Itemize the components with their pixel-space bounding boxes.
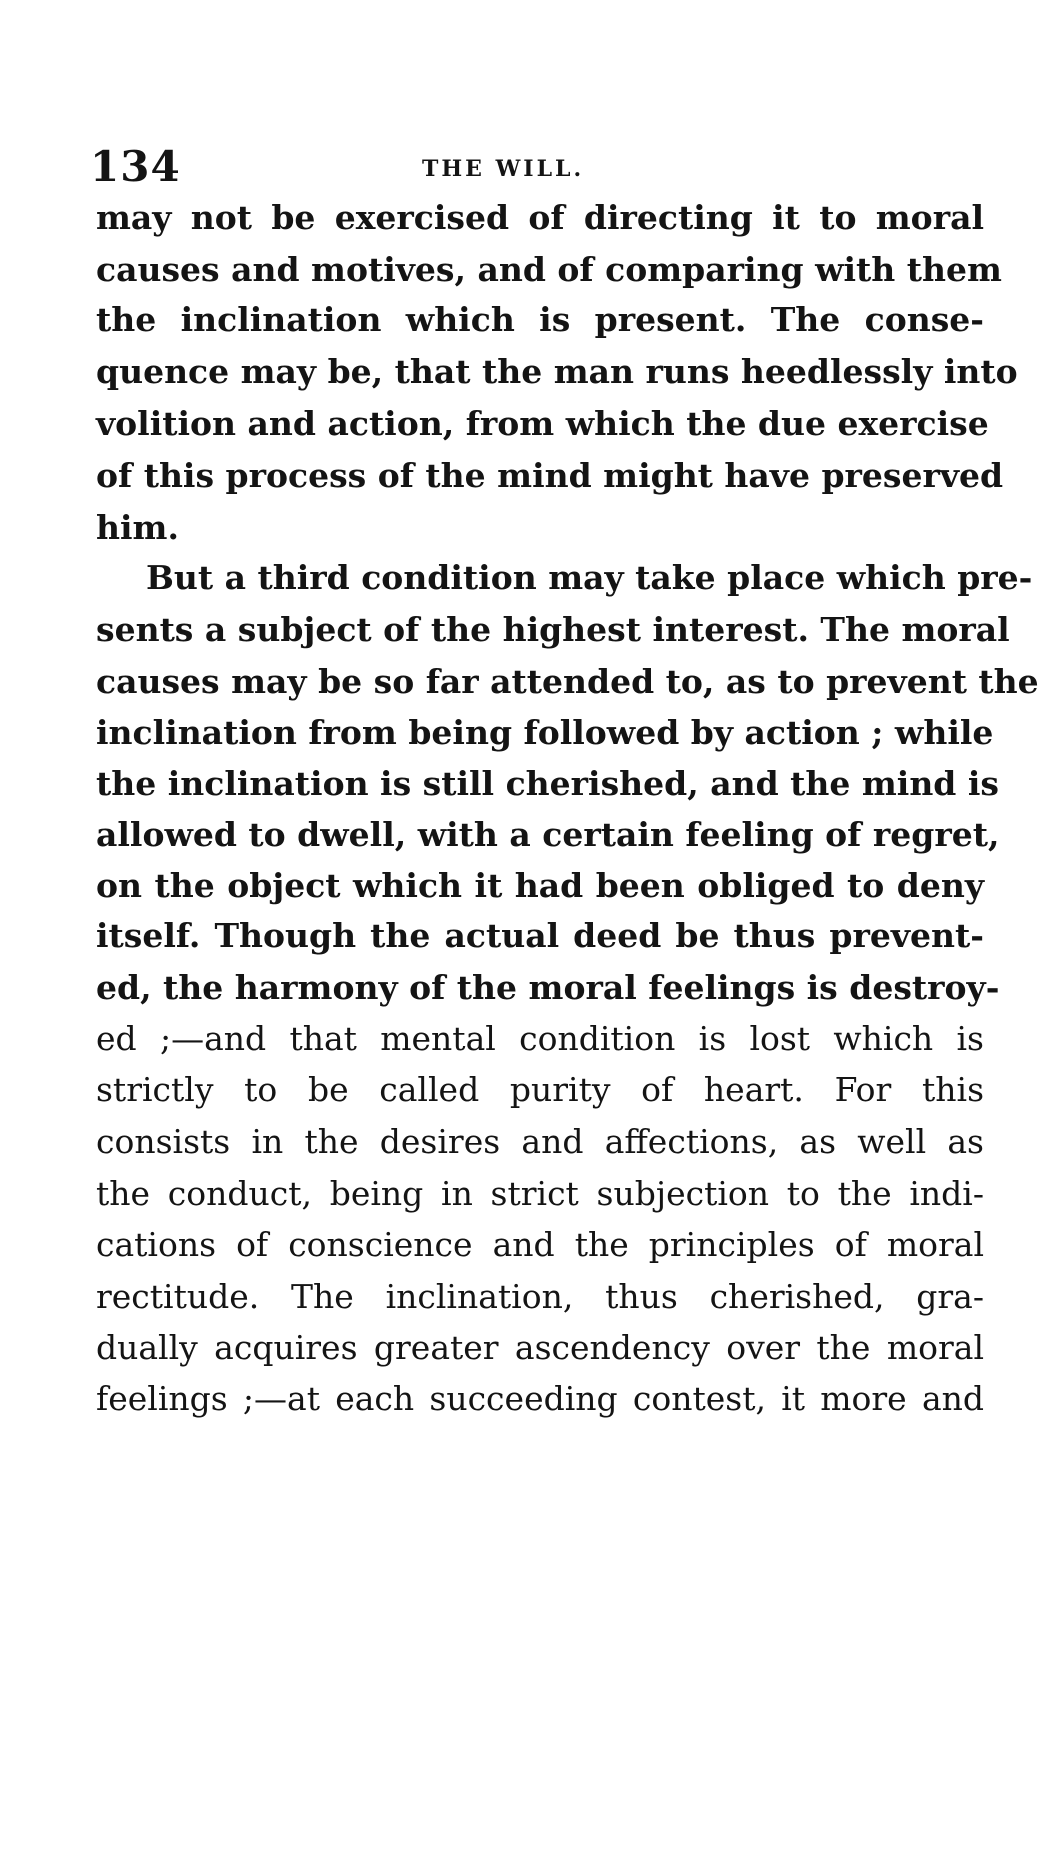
page-header bbox=[90, 142, 990, 192]
text-line: allowed to dwell, with a certain feeling of regret, bbox=[96, 815, 1000, 854]
text-line: of this process of the mind might have preserved bbox=[96, 456, 1004, 495]
text-line: strictly to be called purity of heart. For this bbox=[96, 1070, 984, 1109]
text-line: dually acquires greater ascendency over the moral bbox=[96, 1328, 984, 1367]
text-line: But a third condition may take place which pre- bbox=[146, 558, 1033, 597]
text-line: inclination from being followed by action ; while bbox=[96, 713, 994, 752]
text-line: feelings ;—at each succeeding contest, it more and bbox=[96, 1379, 984, 1418]
text-line: causes may be so far attended to, as to prevent the bbox=[96, 662, 1039, 701]
text-line: the inclination is still cherished, and the mind is bbox=[96, 764, 999, 803]
text-line: causes and motives, and of comparing with them bbox=[96, 250, 1002, 289]
text-line: cations of conscience and the principles of moral bbox=[96, 1225, 984, 1264]
text-line: ed ;—and that mental condition is lost which is bbox=[96, 1019, 984, 1058]
running-head: THE WILL. bbox=[422, 156, 585, 182]
text-line: consists in the desires and affections, as well as bbox=[96, 1122, 984, 1161]
text-line: sents a subject of the highest interest. The moral bbox=[96, 610, 1010, 649]
text-line: the inclination which is present. The conse- bbox=[96, 300, 984, 339]
text-line: volition and action, from which the due exercise bbox=[96, 404, 989, 443]
text-line: ed, the harmony of the moral feelings is destroy- bbox=[96, 968, 1000, 1007]
text-line: on the object which it had been obliged to deny bbox=[96, 866, 984, 905]
text-line: may not be exercised of directing it to moral bbox=[96, 198, 984, 237]
text-line: the conduct, being in strict subjection to the indi- bbox=[96, 1174, 984, 1213]
text-line: itself. Though the actual deed be thus prevent- bbox=[96, 916, 984, 955]
text-line: rectitude. The inclination, thus cherished, gra- bbox=[96, 1277, 984, 1316]
text-line: quence may be, that the man runs heedlessly into bbox=[96, 352, 1018, 391]
page-number: 134 bbox=[90, 142, 181, 191]
text-line: him. bbox=[96, 508, 179, 547]
